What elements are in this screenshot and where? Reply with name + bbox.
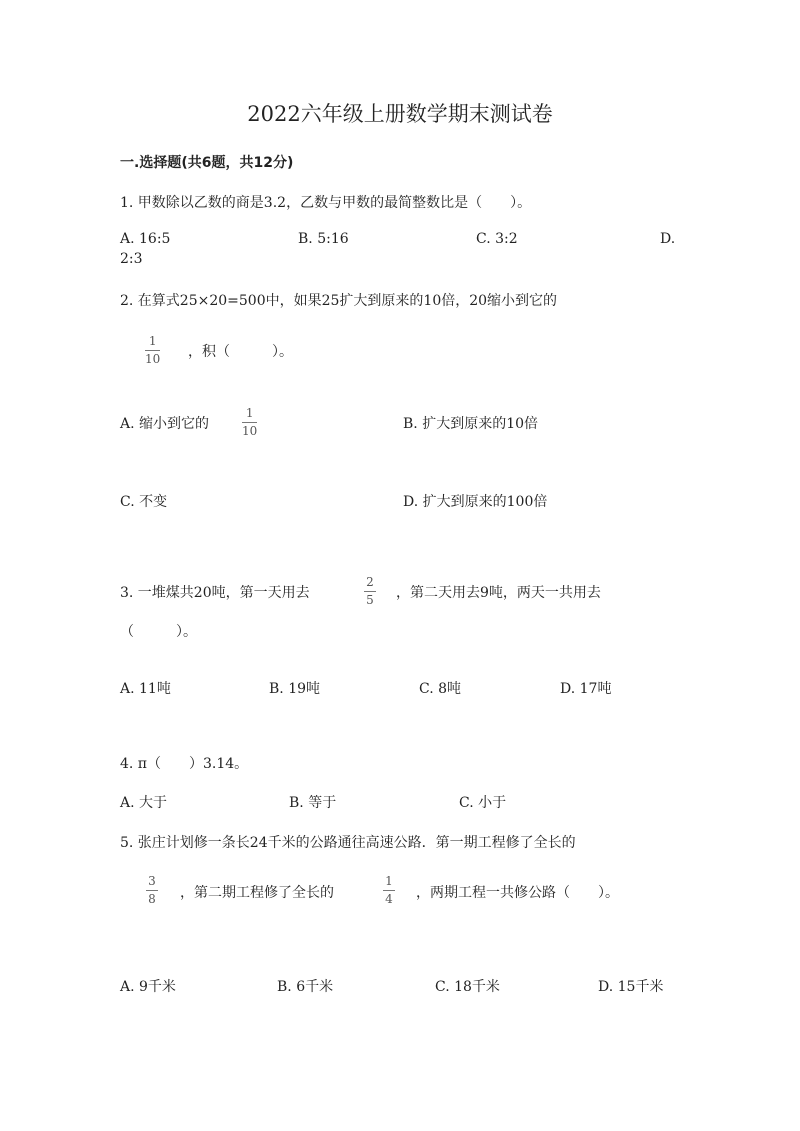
fraction-denominator: 10	[242, 424, 258, 438]
question-3-stem-start: 3. 一堆煤共20吨，第一天用去	[120, 585, 310, 601]
question-2-option-a-fraction	[242, 406, 257, 438]
question-2-option-b: B. 扩大到原来的10倍	[403, 416, 539, 432]
question-1-option-c: C. 3:2	[476, 231, 518, 247]
fraction-numerator: 3	[148, 874, 156, 888]
question-5-fraction-2	[383, 874, 395, 906]
fraction-bar	[242, 422, 257, 423]
question-1-option-d-continued: 2:3	[120, 251, 143, 267]
fraction-numerator: 2	[366, 575, 374, 589]
question-2-option-d: D. 扩大到原来的100倍	[403, 494, 548, 510]
fraction-denominator: 8	[148, 892, 156, 906]
fraction-denominator: 4	[385, 892, 393, 906]
question-5-option-c: C. 18千米	[435, 979, 500, 995]
fraction-bar	[146, 890, 158, 891]
question-4-stem: 4. π（ ）3.14。	[120, 756, 249, 772]
fraction-bar	[383, 890, 395, 891]
question-5-option-a: A. 9千米	[120, 979, 176, 995]
fraction-denominator: 10	[145, 352, 161, 366]
fraction-numerator: 1	[245, 406, 254, 420]
question-3-stem-middle: ，第二天用去9吨，两天一共用去	[396, 585, 601, 601]
question-5-stem-middle: ，第二期工程修了全长的	[180, 885, 334, 901]
question-3-stem-end: （ ）。	[120, 624, 197, 640]
question-3-option-d: D. 17吨	[560, 681, 612, 697]
fraction-numerator: 1	[148, 334, 157, 348]
question-3-option-b: B. 19吨	[269, 681, 321, 697]
question-4-option-b: B. 等于	[289, 795, 337, 811]
question-2-fraction	[145, 334, 160, 366]
question-5-stem-end: ，两期工程一共修公路（ ）。	[416, 885, 619, 901]
question-4-option-a: A. 大于	[120, 795, 168, 811]
question-1-option-a: A. 16:5	[120, 231, 171, 247]
question-1-option-d: D.	[660, 231, 676, 247]
section-heading: 一.选择题(共6题，共12分)	[120, 155, 294, 171]
question-5-option-b: B. 6千米	[277, 979, 334, 995]
question-3-option-a: A. 11吨	[120, 681, 171, 697]
question-3-option-c: C. 8吨	[419, 681, 462, 697]
question-1-stem: 1. 甲数除以乙数的商是3.2，乙数与甲数的最简整数比是（ ）。	[120, 195, 532, 211]
fraction-bar	[364, 591, 376, 592]
question-2-tail: ，积（ ）。	[188, 344, 293, 360]
question-4-option-c: C. 小于	[459, 795, 507, 811]
question-5-option-d: D. 15千米	[598, 979, 664, 995]
fraction-denominator: 5	[366, 593, 374, 607]
question-2-option-c: C. 不变	[120, 494, 168, 510]
fraction-bar	[145, 350, 160, 351]
question-5-stem: 5. 张庄计划修一条长24千米的公路通往高速公路．第一期工程修了全长的	[120, 835, 576, 851]
question-2-stem: 2. 在算式25×20=500中，如果25扩大到原来的10倍，20缩小到它的	[120, 293, 558, 309]
question-3-fraction	[364, 575, 376, 607]
fraction-numerator: 1	[385, 874, 393, 888]
question-2-option-a: A. 缩小到它的	[120, 416, 210, 432]
question-1-option-b: B. 5:16	[298, 231, 349, 247]
question-5-fraction-1	[146, 874, 158, 906]
page-title: 2022六年级上册数学期末测试卷	[247, 102, 553, 126]
